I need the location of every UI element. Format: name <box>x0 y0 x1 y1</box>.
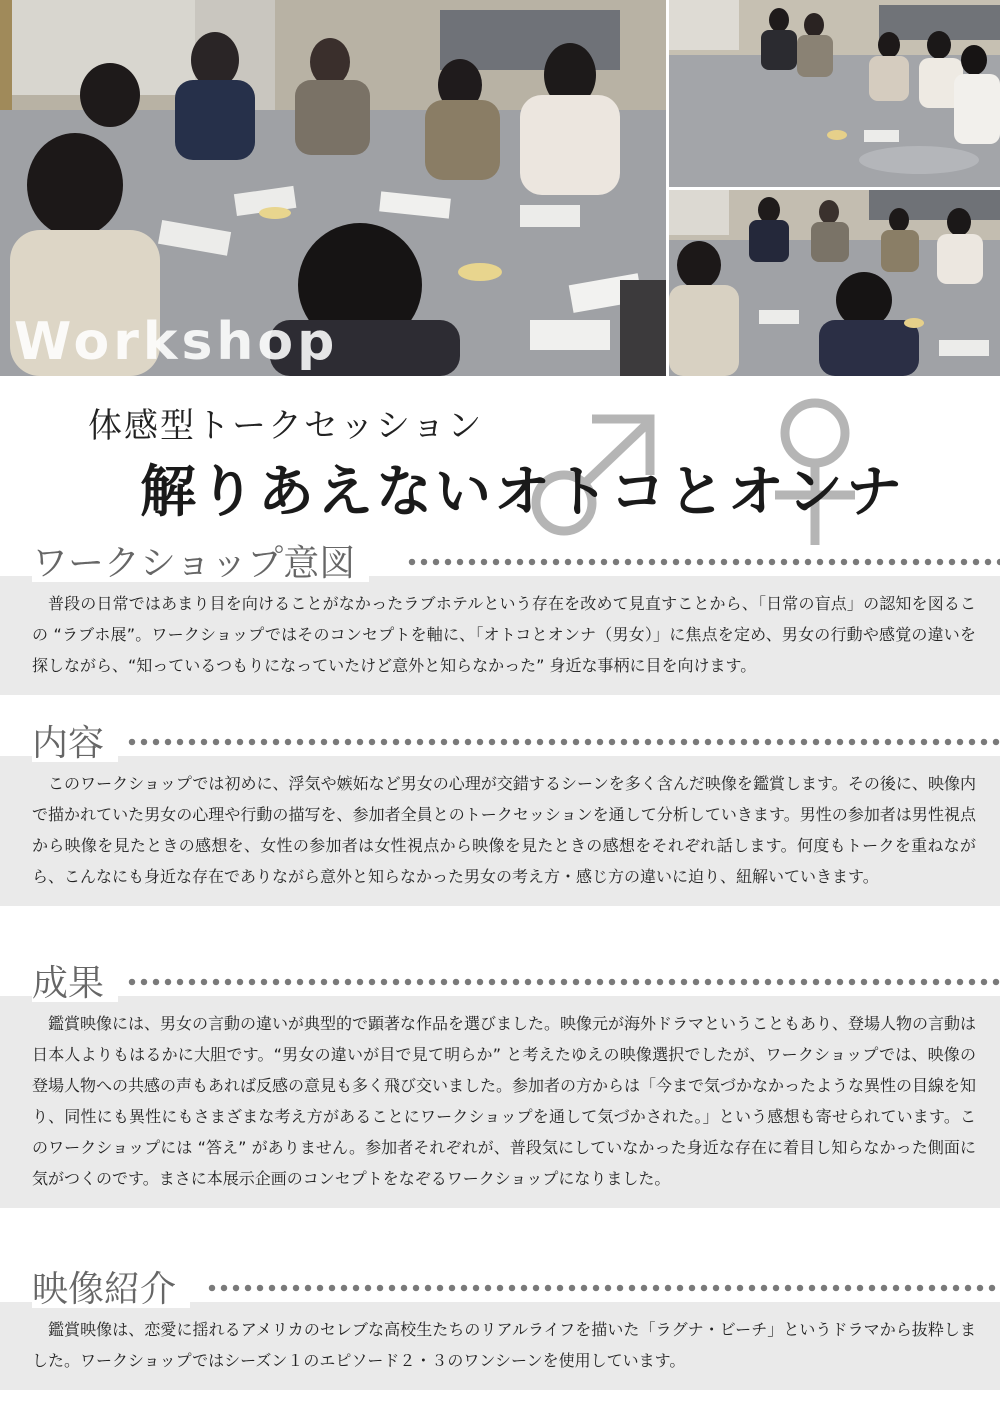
workshop-label: Workshop <box>14 312 339 372</box>
section-text-content: このワークショップでは初めに、浮気や嫉妬など男女の心理が交錯するシーンを多く含んだ映像を鑑賞します。その後に、映像内で描かれていた男女の心理や行動の描写を、参加者全員とのトークセッションを通して分析していきます。男性の参加者は男性視点から映像を見たときの感想を、女性の参加者は女性視点から映像を見たときの感想をそれぞれ話します。何度もトークを重ねながら、こんなにも身近な存在でありながら意外と知らなかった男女の考え方・感じ方の違いに迫り、紐解いていきます。 <box>32 774 976 886</box>
section-heading-video: 映像紹介 <box>32 1272 190 1308</box>
photo-header <box>0 0 1000 376</box>
section-body-intent <box>0 576 1000 695</box>
section-body-content <box>0 756 1000 906</box>
section-body-result <box>0 996 1000 1208</box>
section-content <box>0 712 1000 906</box>
dotted-divider <box>126 738 1000 746</box>
section-heading-intent: ワークショップ意図 <box>32 546 369 582</box>
title-subtitle: 体感型トークセッション <box>88 406 484 446</box>
section-header <box>0 712 1000 764</box>
section-text-intent: 普段の日常ではあまり目を向けることがなかったラブホテルという存在を改めて見直すことから、「日常の盲点」の認知を図るこの “ラブホ展”。ワークショップではそのコンセプトを軸に、「オトコとオンナ（男女）」に焦点を定め、男女の行動や感覚の違いを探しながら、“知っているつもりになっていたけど意外と知らなかった” 身近な事柄に目を向けます。 <box>32 594 976 675</box>
section-header <box>0 1258 1000 1310</box>
section-heading-result: 成果 <box>32 966 118 1002</box>
workshop-photo-top-right <box>669 0 1000 187</box>
section-header <box>0 952 1000 1004</box>
section-result <box>0 952 1000 1208</box>
section-heading-content: 内容 <box>32 726 118 762</box>
section-header <box>0 532 1000 584</box>
section-intent <box>0 532 1000 695</box>
workshop-photo-bottom-right <box>669 190 1000 376</box>
workshop-photo-main <box>0 0 666 376</box>
dotted-divider <box>406 558 1000 566</box>
dotted-divider <box>126 978 1000 986</box>
dotted-divider <box>206 1284 1000 1292</box>
section-text-video: 鑑賞映像は、恋愛に揺れるアメリカのセレブな高校生たちのリアルライフを描いた「ラグナ・ビーチ」というドラマから抜粋しました。ワークショップではシーズン１のエピソード２・３のワンシーンを使用しています。 <box>32 1320 976 1370</box>
section-video <box>0 1258 1000 1390</box>
title-main: 解りあえないオトコとオンナ <box>140 459 905 525</box>
section-body-video <box>0 1302 1000 1390</box>
section-text-result: 鑑賞映像には、男女の言動の違いが典型的で顕著な作品を選びました。映像元が海外ドラマということもあり、登場人物の言動は日本人よりもはるかに大胆です。“男女の違いが目で見て明らか” と考えたゆえの映像選択でしたが、ワークショップでは、映像の登場人物への共感の声もあれば反感の意見も多く飛び交いました。参加者の方からは「今まで気づかなかったような異性の目線を知り、同性にも異性にもさまざまな考え方があることにワークショップを通して気づかされた。」という感想も寄せられています。このワークショップには “答え” がありません。参加者それぞれが、普段気にしていなかった身近な存在に着目し知らなかった側面に気がつくのです。まさに本展示企画のコンセプトをなぞるワークショップになりました。 <box>32 1014 977 1188</box>
